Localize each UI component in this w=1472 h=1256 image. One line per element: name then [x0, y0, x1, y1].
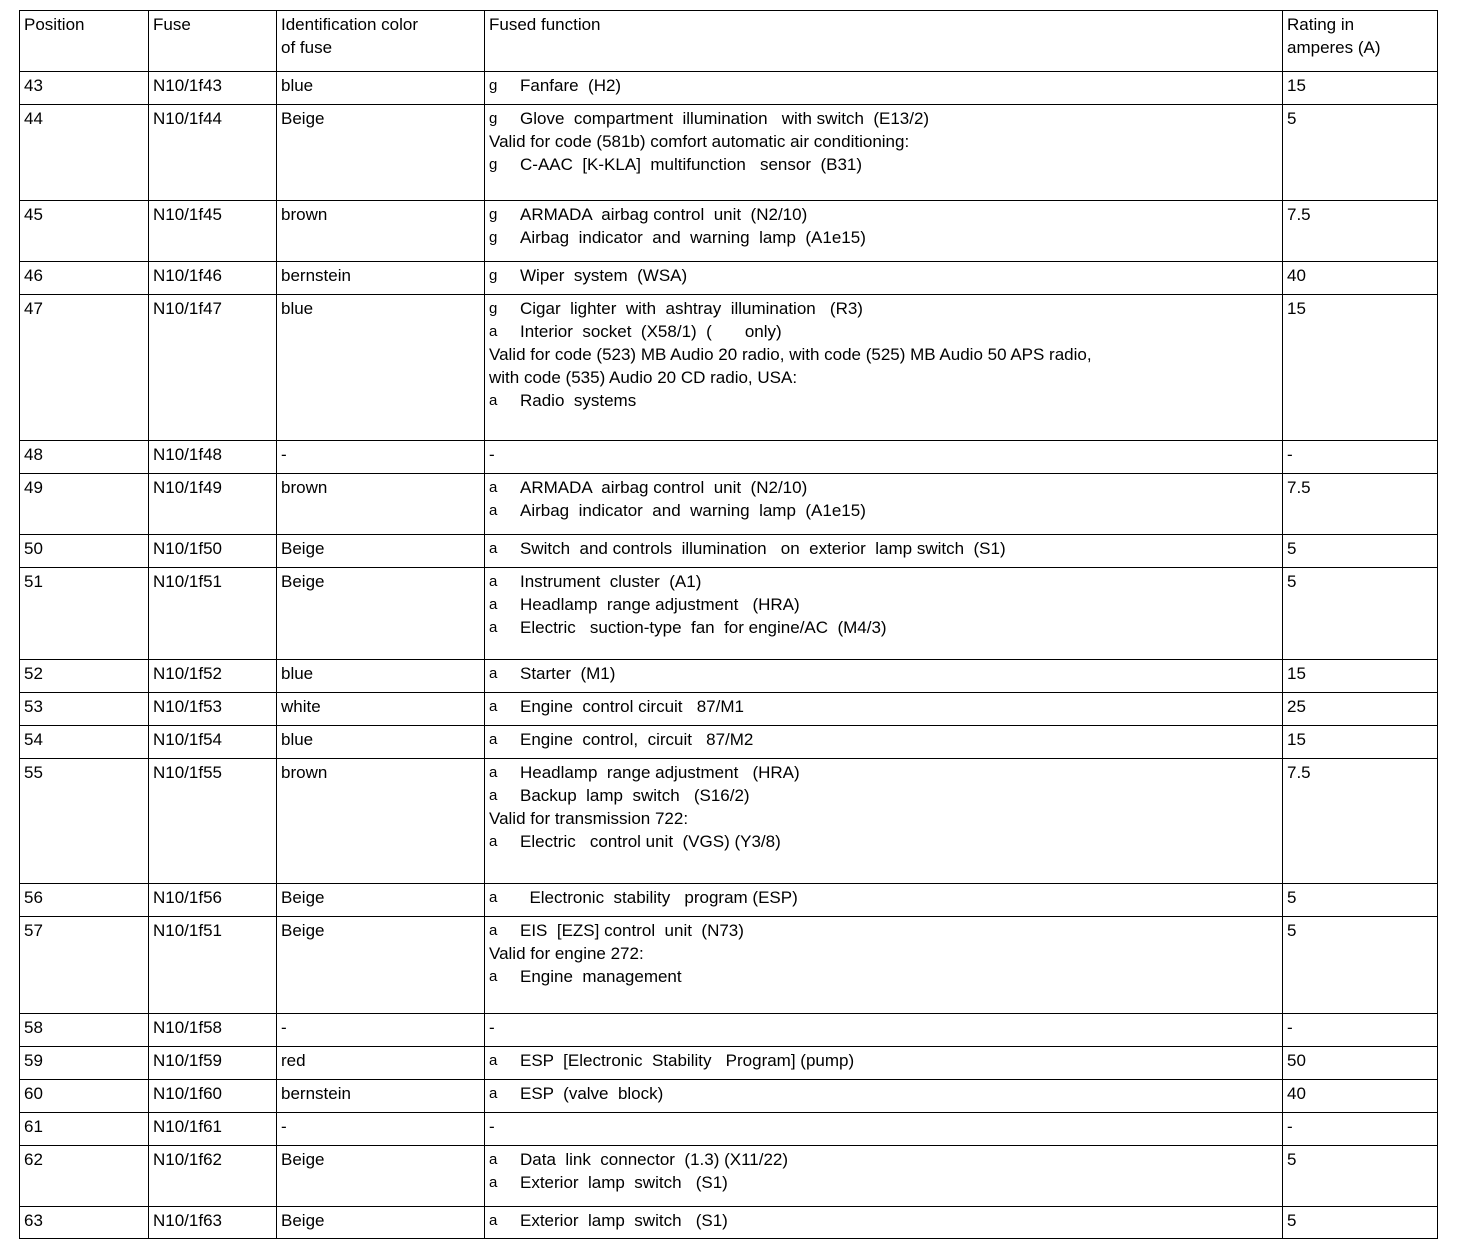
- function-item: [489, 476, 1278, 499]
- function-text: Engine management: [520, 967, 682, 986]
- function-note: with code (535) Audio 20 CD radio, USA:: [489, 368, 798, 387]
- cell-fused-function: [485, 1207, 1283, 1239]
- cell-fuse: N10/1f52: [149, 660, 277, 693]
- bullet-symbol: a: [489, 968, 498, 985]
- function-text: Wiper system (WSA): [520, 266, 688, 285]
- cell-position: 60: [20, 1080, 149, 1113]
- cell-position: 58: [20, 1014, 149, 1047]
- cell-color: Beige: [277, 105, 485, 201]
- function-text: EIS [EZS] control unit (N73): [520, 921, 744, 940]
- cell-color: Beige: [277, 917, 485, 1014]
- bullet-symbol: a: [489, 764, 498, 781]
- bullet-symbol: a: [489, 323, 498, 340]
- cell-color: brown: [277, 759, 485, 884]
- bullet-symbol: a: [489, 787, 498, 804]
- function-note: Valid for code (581b) comfort automatic air conditioning:: [489, 132, 910, 151]
- cell-rating: 5: [1283, 535, 1438, 568]
- cell-color: bernstein: [277, 1080, 485, 1113]
- header-identification-color: Identification color of fuse: [277, 11, 485, 72]
- cell-position: 54: [20, 726, 149, 759]
- bullet-symbol: g: [489, 77, 498, 94]
- function-item: [489, 264, 1278, 287]
- function-text: Airbag indicator and warning lamp (A1e15): [520, 501, 866, 520]
- function-item: [489, 919, 1278, 942]
- cell-fuse: N10/1f49: [149, 474, 277, 535]
- bullet-symbol: g: [489, 156, 498, 173]
- cell-position: 49: [20, 474, 149, 535]
- function-item: [489, 203, 1278, 226]
- function-item: [489, 616, 1278, 639]
- cell-color: -: [277, 1113, 485, 1146]
- cell-fuse: N10/1f54: [149, 726, 277, 759]
- cell-position: 59: [20, 1047, 149, 1080]
- cell-rating: 7.5: [1283, 759, 1438, 884]
- cell-fused-function: [485, 1014, 1283, 1047]
- bullet-symbol: a: [489, 1085, 498, 1102]
- function-note: Valid for engine 272:: [489, 944, 644, 963]
- cell-color: -: [277, 1014, 485, 1047]
- table-row: [20, 1207, 1438, 1239]
- cell-rating: 5: [1283, 105, 1438, 201]
- function-item: [489, 965, 1278, 988]
- function-text: Switch and controls illumination on exterior lamp switch (S1): [520, 539, 1006, 558]
- cell-rating: 15: [1283, 72, 1438, 105]
- function-note: Valid for transmission 722:: [489, 809, 689, 828]
- cell-position: 46: [20, 262, 149, 295]
- cell-color: red: [277, 1047, 485, 1080]
- table-row: [20, 535, 1438, 568]
- cell-fuse: N10/1f51: [149, 568, 277, 660]
- cell-fused-function: [485, 693, 1283, 726]
- function-item: [489, 499, 1278, 522]
- cell-fused-function: [485, 72, 1283, 105]
- cell-rating: 5: [1283, 568, 1438, 660]
- cell-position: 43: [20, 72, 149, 105]
- cell-fused-function: [485, 1047, 1283, 1080]
- cell-color: Beige: [277, 1207, 485, 1239]
- bullet-symbol: a: [489, 698, 498, 715]
- function-item: [489, 784, 1278, 807]
- function-text: Headlamp range adjustment (HRA): [520, 763, 800, 782]
- function-item: [489, 1082, 1278, 1105]
- cell-color: -: [277, 441, 485, 474]
- table-row: [20, 884, 1438, 917]
- function-text: Electric suction-type fan for engine/AC (M4/3): [520, 618, 887, 637]
- cell-fuse: N10/1f62: [149, 1146, 277, 1207]
- cell-position: 62: [20, 1146, 149, 1207]
- fuse-table: [19, 10, 1438, 1239]
- cell-position: 63: [20, 1207, 149, 1239]
- function-text: Engine control, circuit 87/M2: [520, 730, 754, 749]
- function-text: Starter (M1): [520, 664, 616, 683]
- cell-color: Beige: [277, 568, 485, 660]
- cell-fuse: N10/1f50: [149, 535, 277, 568]
- function-note: -: [489, 445, 495, 464]
- table-row: [20, 1146, 1438, 1207]
- function-text: Glove compartment illumination with switch (E13/2): [520, 109, 930, 128]
- cell-fused-function: [485, 1080, 1283, 1113]
- cell-fuse: N10/1f63: [149, 1207, 277, 1239]
- cell-rating: -: [1283, 441, 1438, 474]
- bullet-symbol: a: [489, 573, 498, 590]
- cell-position: 47: [20, 295, 149, 441]
- cell-position: 56: [20, 884, 149, 917]
- cell-fused-function: [485, 884, 1283, 917]
- table-row: [20, 1113, 1438, 1146]
- cell-fuse: N10/1f61: [149, 1113, 277, 1146]
- function-item: [489, 1049, 1278, 1072]
- bullet-symbol: a: [489, 731, 498, 748]
- cell-fused-function: [485, 474, 1283, 535]
- bullet-symbol: a: [489, 479, 498, 496]
- function-text: ARMADA airbag control unit (N2/10): [520, 205, 808, 224]
- function-item: [489, 593, 1278, 616]
- header-position: Position: [20, 11, 149, 72]
- cell-fuse: N10/1f60: [149, 1080, 277, 1113]
- cell-rating: 50: [1283, 1047, 1438, 1080]
- cell-rating: 15: [1283, 295, 1438, 441]
- cell-position: 48: [20, 441, 149, 474]
- cell-rating: 7.5: [1283, 474, 1438, 535]
- bullet-symbol: a: [489, 889, 498, 906]
- function-text: Instrument cluster (A1): [520, 572, 702, 591]
- function-item: [489, 1171, 1278, 1194]
- function-item: [489, 107, 1278, 130]
- function-text: Headlamp range adjustment (HRA): [520, 595, 800, 614]
- function-text: C-AAC [K-KLA] multifunction sensor (B31): [520, 155, 863, 174]
- table-row: [20, 759, 1438, 884]
- cell-color: brown: [277, 201, 485, 262]
- bullet-symbol: g: [489, 267, 498, 284]
- cell-fused-function: [485, 535, 1283, 568]
- header-rating: Rating in amperes (A): [1283, 11, 1438, 72]
- function-text: ESP [Electronic Stability Program] (pump): [520, 1051, 855, 1070]
- function-text: ARMADA airbag control unit (N2/10): [520, 478, 808, 497]
- table-row: [20, 201, 1438, 262]
- function-text: Radio systems: [520, 391, 637, 410]
- function-item: [489, 886, 1278, 909]
- table-row: [20, 72, 1438, 105]
- table-row: [20, 1047, 1438, 1080]
- function-item: [489, 728, 1278, 751]
- function-text: Electronic stability program (ESP): [520, 888, 798, 907]
- table-row: [20, 1080, 1438, 1113]
- cell-fuse: N10/1f43: [149, 72, 277, 105]
- function-text: ESP (valve block): [520, 1084, 664, 1103]
- table-row: [20, 1014, 1438, 1047]
- cell-fused-function: [485, 295, 1283, 441]
- cell-fuse: N10/1f48: [149, 441, 277, 474]
- cell-color: blue: [277, 295, 485, 441]
- function-item: [489, 226, 1278, 249]
- function-text: Engine control circuit 87/M1: [520, 697, 744, 716]
- cell-fused-function: [485, 759, 1283, 884]
- cell-color: blue: [277, 72, 485, 105]
- cell-rating: 15: [1283, 726, 1438, 759]
- cell-fuse: N10/1f53: [149, 693, 277, 726]
- cell-fuse: N10/1f51: [149, 917, 277, 1014]
- table-row: [20, 726, 1438, 759]
- cell-rating: 40: [1283, 262, 1438, 295]
- function-item: [489, 153, 1278, 176]
- cell-fused-function: [485, 1146, 1283, 1207]
- function-item: [489, 761, 1278, 784]
- cell-fused-function: [485, 660, 1283, 693]
- table-row: [20, 295, 1438, 441]
- bullet-symbol: g: [489, 206, 498, 223]
- header-fused-function: Fused function: [485, 11, 1283, 72]
- bullet-symbol: a: [489, 1151, 498, 1168]
- cell-rating: 5: [1283, 1207, 1438, 1239]
- header-row: [20, 11, 1438, 72]
- cell-fused-function: [485, 726, 1283, 759]
- function-item: [489, 830, 1278, 853]
- cell-position: 55: [20, 759, 149, 884]
- cell-rating: 5: [1283, 917, 1438, 1014]
- function-item: [489, 74, 1278, 97]
- cell-fuse: N10/1f59: [149, 1047, 277, 1080]
- cell-fused-function: [485, 1113, 1283, 1146]
- function-text: Exterior lamp switch (S1): [520, 1173, 728, 1192]
- cell-fuse: N10/1f45: [149, 201, 277, 262]
- function-text: Airbag indicator and warning lamp (A1e15): [520, 228, 866, 247]
- bullet-symbol: g: [489, 300, 498, 317]
- function-item: [489, 389, 1278, 412]
- cell-fuse: N10/1f55: [149, 759, 277, 884]
- cell-position: 45: [20, 201, 149, 262]
- cell-rating: 25: [1283, 693, 1438, 726]
- bullet-symbol: g: [489, 229, 498, 246]
- cell-rating: 15: [1283, 660, 1438, 693]
- function-note: -: [489, 1117, 495, 1136]
- cell-color: brown: [277, 474, 485, 535]
- bullet-symbol: g: [489, 110, 498, 127]
- function-item: [489, 297, 1278, 320]
- table-row: [20, 262, 1438, 295]
- cell-fused-function: [485, 568, 1283, 660]
- cell-color: blue: [277, 660, 485, 693]
- bullet-symbol: a: [489, 392, 498, 409]
- bullet-symbol: a: [489, 540, 498, 557]
- table-row: [20, 917, 1438, 1014]
- function-item: [489, 537, 1278, 560]
- cell-color: Beige: [277, 884, 485, 917]
- cell-rating: 5: [1283, 1146, 1438, 1207]
- bullet-symbol: a: [489, 596, 498, 613]
- cell-position: 51: [20, 568, 149, 660]
- cell-fused-function: [485, 917, 1283, 1014]
- function-item: [489, 662, 1278, 685]
- cell-color: white: [277, 693, 485, 726]
- cell-fuse: N10/1f46: [149, 262, 277, 295]
- function-item: [489, 1209, 1278, 1232]
- cell-fused-function: [485, 262, 1283, 295]
- cell-rating: -: [1283, 1014, 1438, 1047]
- function-text: Interior socket (X58/1) ( only): [520, 322, 782, 341]
- bullet-symbol: a: [489, 665, 498, 682]
- bullet-symbol: a: [489, 1174, 498, 1191]
- cell-position: 57: [20, 917, 149, 1014]
- function-item: [489, 1148, 1278, 1171]
- cell-position: 50: [20, 535, 149, 568]
- cell-fuse: N10/1f56: [149, 884, 277, 917]
- function-text: Electric control unit (VGS) (Y3/8): [520, 832, 781, 851]
- cell-fused-function: [485, 201, 1283, 262]
- bullet-symbol: a: [489, 833, 498, 850]
- function-item: [489, 570, 1278, 593]
- cell-rating: -: [1283, 1113, 1438, 1146]
- function-note: -: [489, 1018, 495, 1037]
- function-text: Data link connector (1.3) (X11/22): [520, 1150, 789, 1169]
- function-text: Exterior lamp switch (S1): [520, 1211, 728, 1230]
- table-row: [20, 660, 1438, 693]
- function-item: [489, 320, 1278, 343]
- header-fuse: Fuse: [149, 11, 277, 72]
- bullet-symbol: a: [489, 619, 498, 636]
- table-row: [20, 568, 1438, 660]
- cell-fused-function: [485, 441, 1283, 474]
- cell-color: Beige: [277, 1146, 485, 1207]
- cell-fuse: N10/1f47: [149, 295, 277, 441]
- cell-position: 44: [20, 105, 149, 201]
- table-row: [20, 441, 1438, 474]
- cell-rating: 7.5: [1283, 201, 1438, 262]
- function-text: Cigar lighter with ashtray illumination (R3): [520, 299, 863, 318]
- bullet-symbol: a: [489, 1052, 498, 1069]
- bullet-symbol: a: [489, 1212, 498, 1229]
- bullet-symbol: a: [489, 502, 498, 519]
- cell-fuse: N10/1f44: [149, 105, 277, 201]
- cell-color: blue: [277, 726, 485, 759]
- table-row: [20, 693, 1438, 726]
- cell-color: bernstein: [277, 262, 485, 295]
- function-note: Valid for code (523) MB Audio 20 radio, with code (525) MB Audio 50 APS radio,: [489, 345, 1092, 364]
- function-item: [489, 695, 1278, 718]
- cell-position: 53: [20, 693, 149, 726]
- cell-rating: 40: [1283, 1080, 1438, 1113]
- cell-color: Beige: [277, 535, 485, 568]
- function-text: Fanfare (H2): [520, 76, 622, 95]
- cell-fuse: N10/1f58: [149, 1014, 277, 1047]
- cell-fused-function: [485, 105, 1283, 201]
- table-row: [20, 474, 1438, 535]
- bullet-symbol: a: [489, 922, 498, 939]
- table-row: [20, 105, 1438, 201]
- cell-position: 52: [20, 660, 149, 693]
- function-text: Backup lamp switch (S16/2): [520, 786, 750, 805]
- cell-position: 61: [20, 1113, 149, 1146]
- cell-rating: 5: [1283, 884, 1438, 917]
